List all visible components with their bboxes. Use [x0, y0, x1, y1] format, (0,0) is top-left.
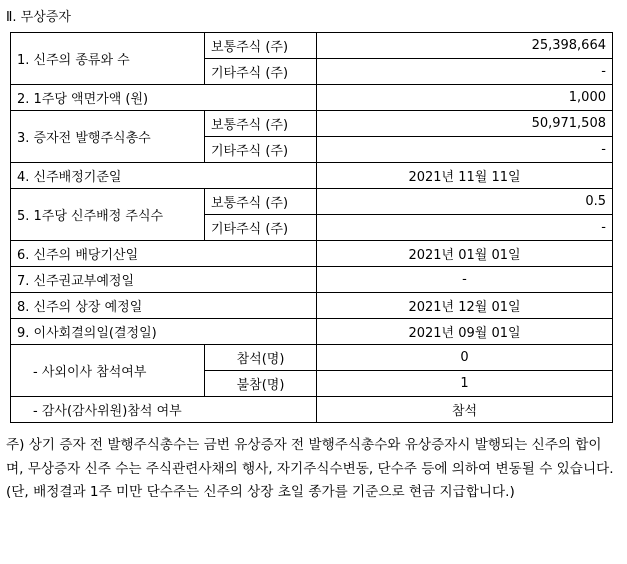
- table-row: [11, 33, 613, 59]
- value-ratio-common: 0.5: [317, 189, 613, 215]
- value-new-common-shares: 25,398,664: [317, 33, 613, 59]
- table-row: [11, 345, 613, 371]
- value-absent-count: 1: [317, 371, 613, 397]
- row-label-listing-date: 8. 신주의 상장 예정일: [11, 293, 317, 319]
- value-board-resolution-date: 2021년 09월 01일: [317, 319, 613, 345]
- table-row: [11, 163, 613, 189]
- sub-label-other: 기타주식 (주): [205, 137, 317, 163]
- table-row: [11, 241, 613, 267]
- sub-label-other: 기타주식 (주): [205, 215, 317, 241]
- row-label-board-resolution-date: 9. 이사회결의일(결정일): [11, 319, 317, 345]
- sub-label-present: 참석(명): [205, 345, 317, 371]
- sub-label-common: 보통주식 (주): [205, 33, 317, 59]
- value-pre-issue-common: 50,971,508: [317, 111, 613, 137]
- row-label-dividend-date: 6. 신주의 배당기산일: [11, 241, 317, 267]
- table-row: [11, 267, 613, 293]
- sub-label-common: 보통주식 (주): [205, 189, 317, 215]
- table-row: [11, 189, 613, 215]
- table-row: [11, 319, 613, 345]
- sub-label-absent: 불참(명): [205, 371, 317, 397]
- row-label-record-date: 4. 신주배정기준일: [11, 163, 317, 189]
- table-row: [11, 293, 613, 319]
- sub-label-other: 기타주식 (주): [205, 59, 317, 85]
- value-present-count: 0: [317, 345, 613, 371]
- table-row: [11, 85, 613, 111]
- value-record-date: 2021년 11월 11일: [317, 163, 613, 189]
- value-certificate-date: -: [317, 267, 613, 293]
- row-label-certificate-date: 7. 신주권교부예정일: [11, 267, 317, 293]
- value-new-other-shares: -: [317, 59, 613, 85]
- sub-label-common: 보통주식 (주): [205, 111, 317, 137]
- footnote: 주) 상기 증자 전 발행주식총수는 금번 유상증자 전 발행주식총수와 유상증자시 발행되는 신주의 합이며, 무상증자 신주 수는 주식관련사채의 행사, 자기주식수변동, 단수주 등에 의하여 변동될 수 있습니다. (단, 배정결과 1주 미만 단수주는 신주의 상장 초일 종가를 기준으로 현금 지급합니다.): [6, 437, 614, 500]
- value-pre-issue-other: -: [317, 137, 613, 163]
- row-label-outside-directors: - 사외이사 참석여부: [11, 345, 205, 397]
- table-row: [11, 397, 613, 423]
- row-label-par-value: 2. 1주당 액면가액 (원): [11, 85, 317, 111]
- value-auditor-attendance: 참석: [317, 397, 613, 423]
- row-label-pre-issue-total: 3. 증자전 발행주식총수: [11, 111, 205, 163]
- value-dividend-date: 2021년 01월 01일: [317, 241, 613, 267]
- section-heading: Ⅱ. 무상증자: [6, 10, 71, 25]
- table-row: [11, 111, 613, 137]
- value-par-value: 1,000: [317, 85, 613, 111]
- row-label-shares-per-share: 5. 1주당 신주배정 주식수: [11, 189, 205, 241]
- value-ratio-other: -: [317, 215, 613, 241]
- row-label-new-shares: 1. 신주의 종류와 수: [11, 33, 205, 85]
- bonus-issue-table: [10, 32, 613, 423]
- row-label-auditor-attendance: - 감사(감사위원)참석 여부: [11, 397, 317, 423]
- value-listing-date: 2021년 12월 01일: [317, 293, 613, 319]
